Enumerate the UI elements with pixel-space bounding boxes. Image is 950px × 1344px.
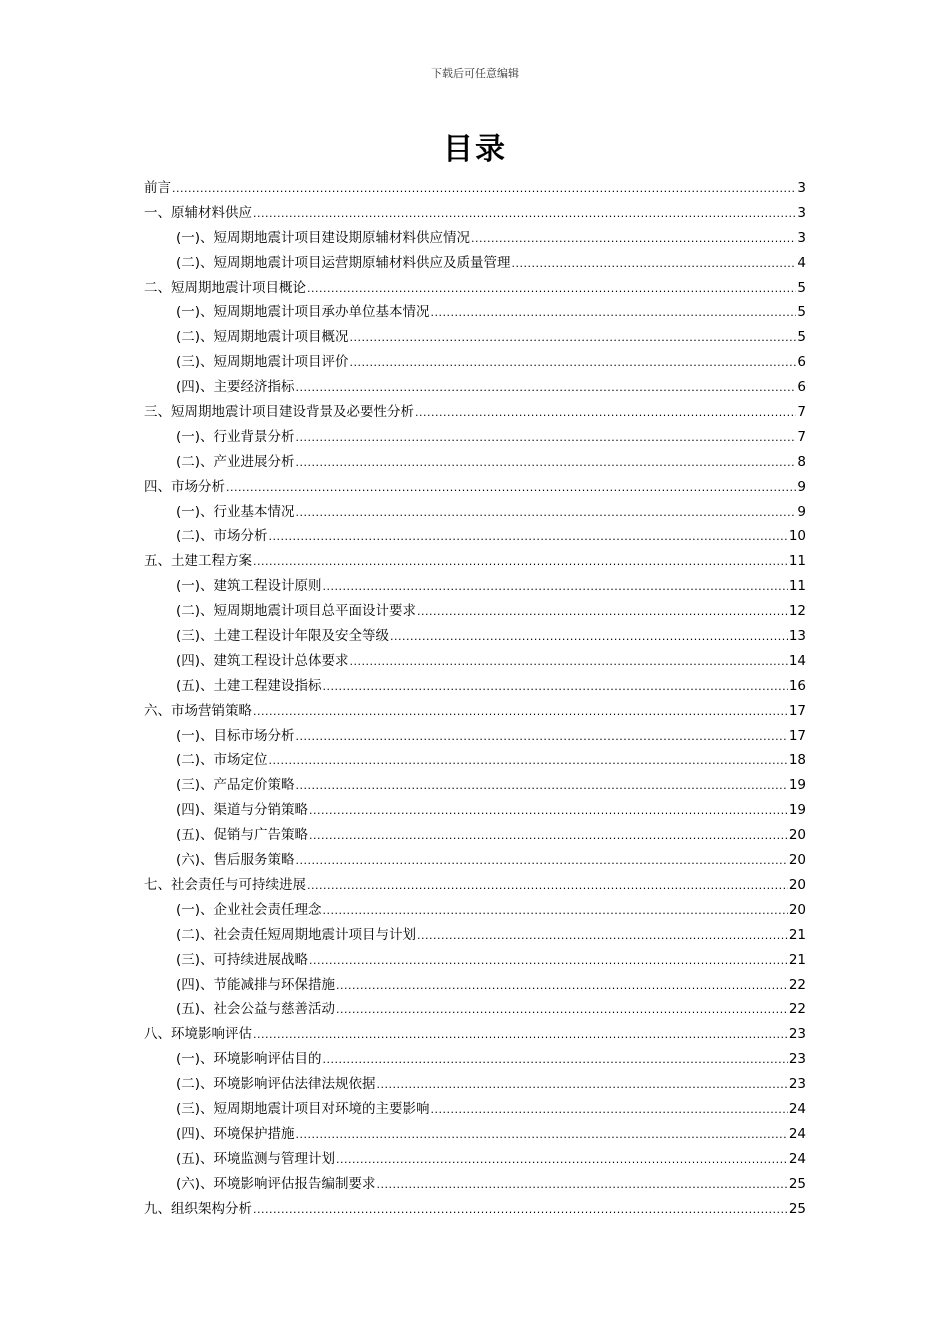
- toc-dot-leader: [350, 650, 788, 675]
- toc-dot-leader: [323, 675, 788, 700]
- toc-subsection-entry[interactable]: [144, 724, 806, 749]
- toc-section-entry[interactable]: [144, 475, 806, 500]
- toc-subsection-entry[interactable]: [144, 1047, 806, 1072]
- toc-dot-leader: [296, 501, 797, 526]
- toc-dot-leader: [336, 998, 788, 1023]
- toc-page-number: 23: [788, 1076, 806, 1093]
- toc-subsection-entry[interactable]: [144, 649, 806, 674]
- toc-page-number: 6: [797, 354, 806, 371]
- toc-page-number: 6: [797, 379, 806, 396]
- toc-page-number: 20: [788, 876, 806, 893]
- toc-page-number: 12: [788, 603, 806, 620]
- toc-dot-leader: [336, 1148, 788, 1173]
- toc-page-number: 25: [788, 1175, 806, 1192]
- toc-subsection-entry[interactable]: [144, 948, 806, 973]
- toc-entry-title: 二、短周期地震计项目概论: [144, 279, 306, 296]
- toc-dot-leader: [296, 451, 797, 476]
- toc-entry-title: 七、社会责任与可持续进展: [144, 876, 306, 893]
- toc-dot-leader: [471, 227, 796, 252]
- toc-dot-leader: [309, 799, 788, 824]
- toc-entry-title: (一)、短周期地震计项目建设期原辅材料供应情况: [176, 229, 471, 246]
- toc-entry-title: (一)、企业社会责任理念: [176, 901, 322, 918]
- toc-section-entry[interactable]: [144, 201, 806, 226]
- toc-entry-title: (三)、短周期地震计项目对环境的主要影响: [176, 1100, 430, 1117]
- toc-subsection-entry[interactable]: [144, 898, 806, 923]
- toc-page-number: 21: [788, 951, 806, 968]
- toc-section-entry[interactable]: [144, 400, 806, 425]
- toc-page-number: 21: [788, 926, 806, 943]
- toc-page-number: 9: [797, 503, 806, 520]
- toc-dot-leader: [390, 625, 788, 650]
- toc-section-entry[interactable]: [144, 176, 806, 201]
- toc-subsection-entry[interactable]: [144, 524, 806, 549]
- toc-entry-title: (四)、建筑工程设计总体要求: [176, 652, 349, 669]
- toc-page-number: 20: [788, 852, 806, 869]
- table-of-contents: [144, 176, 806, 1221]
- toc-entry-title: (六)、环境影响评估报告编制要求: [176, 1175, 376, 1192]
- toc-entry-title: (五)、社会公益与慈善活动: [176, 1001, 336, 1018]
- toc-dot-leader: [323, 575, 788, 600]
- toc-page-number: 10: [788, 528, 806, 545]
- toc-page-number: 22: [788, 1001, 806, 1018]
- toc-entry-title: (四)、节能减排与环保措施: [176, 976, 336, 993]
- toc-entry-title: (一)、行业背景分析: [176, 428, 295, 445]
- toc-subsection-entry[interactable]: [144, 500, 806, 525]
- toc-subsection-entry[interactable]: [144, 375, 806, 400]
- toc-entry-title: (三)、短周期地震计项目评价: [176, 354, 349, 371]
- toc-subsection-entry[interactable]: [144, 798, 806, 823]
- toc-page-number: 22: [788, 976, 806, 993]
- toc-page-number: 5: [797, 329, 806, 346]
- toc-subsection-entry[interactable]: [144, 1172, 806, 1197]
- toc-entry-title: (二)、市场定位: [176, 752, 268, 769]
- toc-section-entry[interactable]: [144, 1197, 806, 1222]
- toc-entry-title: 前言: [144, 180, 171, 196]
- toc-dot-leader: [253, 700, 788, 725]
- toc-entry-title: (五)、土建工程建设指标: [176, 677, 322, 694]
- toc-dot-leader: [350, 351, 797, 376]
- toc-page-number: 24: [788, 1125, 806, 1142]
- toc-dot-leader: [336, 974, 788, 999]
- toc-subsection-entry[interactable]: [144, 624, 806, 649]
- toc-dot-leader: [512, 252, 797, 277]
- page-header: 下载后可任意编辑: [431, 67, 519, 80]
- toc-page-number: 24: [788, 1150, 806, 1167]
- toc-page-number: 18: [788, 752, 806, 769]
- toc-page-number: 16: [788, 677, 806, 694]
- toc-page-number: 11: [788, 553, 806, 570]
- toc-dot-leader: [269, 749, 788, 774]
- toc-dot-leader: [253, 1198, 788, 1223]
- toc-dot-leader: [253, 202, 796, 227]
- toc-subsection-entry[interactable]: [144, 599, 806, 624]
- toc-subsection-entry[interactable]: [144, 1147, 806, 1172]
- toc-page-number: 20: [788, 901, 806, 918]
- toc-entry-title: (三)、可持续进展战略: [176, 951, 309, 968]
- toc-entry-title: 三、短周期地震计项目建设背景及必要性分析: [144, 404, 414, 421]
- toc-dot-leader: [415, 401, 796, 426]
- toc-page-number: 23: [788, 1026, 806, 1043]
- toc-page-number: 4: [797, 254, 806, 271]
- toc-entry-title: (二)、市场分析: [176, 528, 268, 545]
- toc-subsection-entry[interactable]: [144, 300, 806, 325]
- toc-page-number: 23: [788, 1051, 806, 1068]
- toc-dot-leader: [307, 277, 796, 302]
- toc-entry-title: (一)、建筑工程设计原则: [176, 578, 322, 595]
- toc-entry-title: (二)、环境影响评估法律法规依据: [176, 1076, 376, 1093]
- toc-entry-title: (三)、产品定价策略: [176, 777, 295, 794]
- toc-section-entry[interactable]: [144, 549, 806, 574]
- toc-entry-title: (六)、售后服务策略: [176, 852, 295, 869]
- toc-subsection-entry[interactable]: [144, 823, 806, 848]
- toc-subsection-entry[interactable]: [144, 325, 806, 350]
- toc-dot-leader: [417, 600, 788, 625]
- toc-page-number: 17: [788, 727, 806, 744]
- toc-dot-leader: [253, 550, 788, 575]
- toc-page-number: 5: [797, 304, 806, 321]
- toc-entry-title: (三)、土建工程设计年限及安全等级: [176, 628, 390, 645]
- toc-page-number: 3: [797, 229, 806, 246]
- toc-entry-title: (一)、行业基本情况: [176, 503, 295, 520]
- toc-dot-leader: [323, 899, 788, 924]
- toc-subsection-entry[interactable]: [144, 425, 806, 450]
- toc-dot-leader: [226, 476, 796, 501]
- toc-dot-leader: [296, 426, 797, 451]
- toc-entry-title: (二)、产业进展分析: [176, 453, 295, 470]
- toc-dot-leader: [172, 177, 796, 202]
- toc-section-entry[interactable]: [144, 699, 806, 724]
- toc-section-entry[interactable]: [144, 276, 806, 301]
- toc-page-number: 20: [788, 827, 806, 844]
- toc-page-number: 5: [797, 279, 806, 296]
- toc-dot-leader: [296, 849, 788, 874]
- toc-subsection-entry[interactable]: [144, 923, 806, 948]
- toc-entry-title: (二)、短周期地震计项目概况: [176, 329, 349, 346]
- toc-dot-leader: [323, 1048, 788, 1073]
- toc-dot-leader: [296, 725, 788, 750]
- toc-dot-leader: [377, 1073, 788, 1098]
- toc-entry-title: 八、环境影响评估: [144, 1026, 252, 1043]
- toc-dot-leader: [296, 1123, 788, 1148]
- toc-entry-title: (四)、渠道与分销策略: [176, 802, 309, 819]
- toc-page-number: 19: [788, 802, 806, 819]
- toc-subsection-entry[interactable]: [144, 773, 806, 798]
- toc-entry-title: (一)、短周期地震计项目承办单位基本情况: [176, 304, 430, 321]
- toc-page-number: 3: [797, 180, 806, 196]
- toc-entry-title: (四)、主要经济指标: [176, 379, 295, 396]
- toc-subsection-entry[interactable]: [144, 848, 806, 873]
- toc-dot-leader: [377, 1173, 788, 1198]
- toc-entry-title: (一)、目标市场分析: [176, 727, 295, 744]
- toc-dot-leader: [269, 525, 788, 550]
- toc-dot-leader: [307, 874, 788, 899]
- toc-subsection-entry[interactable]: [144, 350, 806, 375]
- toc-page-number: 8: [797, 453, 806, 470]
- toc-subsection-entry[interactable]: [144, 450, 806, 475]
- toc-dot-leader: [296, 774, 788, 799]
- toc-subsection-entry[interactable]: [144, 997, 806, 1022]
- toc-page-number: 9: [797, 478, 806, 495]
- toc-page-number: 17: [788, 702, 806, 719]
- toc-section-entry[interactable]: [144, 873, 806, 898]
- toc-page-number: 3: [797, 204, 806, 221]
- toc-subsection-entry[interactable]: [144, 226, 806, 251]
- toc-entry-title: 九、组织架构分析: [144, 1200, 252, 1217]
- toc-entry-title: (四)、环境保护措施: [176, 1125, 295, 1142]
- toc-page-number: 25: [788, 1200, 806, 1217]
- toc-subsection-entry[interactable]: [144, 574, 806, 599]
- toc-dot-leader: [296, 376, 797, 401]
- toc-entry-title: (二)、短周期地震计项目运营期原辅材料供应及质量管理: [176, 254, 511, 271]
- toc-section-entry[interactable]: [144, 1022, 806, 1047]
- toc-dot-leader: [417, 924, 788, 949]
- toc-subsection-entry[interactable]: [144, 1072, 806, 1097]
- toc-page-number: 7: [797, 404, 806, 421]
- toc-subsection-entry[interactable]: [144, 1097, 806, 1122]
- toc-entry-title: (一)、环境影响评估目的: [176, 1051, 322, 1068]
- toc-entry-title: 四、市场分析: [144, 478, 225, 495]
- toc-page-number: 24: [788, 1100, 806, 1117]
- toc-dot-leader: [350, 326, 797, 351]
- document-title: 目录: [443, 132, 507, 167]
- toc-dot-leader: [431, 1098, 788, 1123]
- toc-subsection-entry[interactable]: [144, 748, 806, 773]
- toc-entry-title: 一、原辅材料供应: [144, 204, 252, 221]
- toc-page-number: 11: [788, 578, 806, 595]
- toc-subsection-entry[interactable]: [144, 674, 806, 699]
- toc-page-number: 7: [797, 428, 806, 445]
- toc-entry-title: 五、土建工程方案: [144, 553, 252, 570]
- toc-entry-title: 六、市场营销策略: [144, 702, 252, 719]
- toc-entry-title: (二)、社会责任短周期地震计项目与计划: [176, 926, 417, 943]
- toc-dot-leader: [253, 1023, 788, 1048]
- toc-entry-title: (五)、促销与广告策略: [176, 827, 309, 844]
- toc-subsection-entry[interactable]: [144, 1122, 806, 1147]
- toc-page-number: 19: [788, 777, 806, 794]
- toc-page-number: 13: [788, 628, 806, 645]
- toc-dot-leader: [431, 301, 797, 326]
- toc-dot-leader: [309, 824, 788, 849]
- toc-subsection-entry[interactable]: [144, 973, 806, 998]
- toc-entry-title: (二)、短周期地震计项目总平面设计要求: [176, 603, 417, 620]
- toc-entry-title: (五)、环境监测与管理计划: [176, 1150, 336, 1167]
- toc-subsection-entry[interactable]: [144, 251, 806, 276]
- toc-page-number: 14: [788, 652, 806, 669]
- toc-dot-leader: [309, 949, 788, 974]
